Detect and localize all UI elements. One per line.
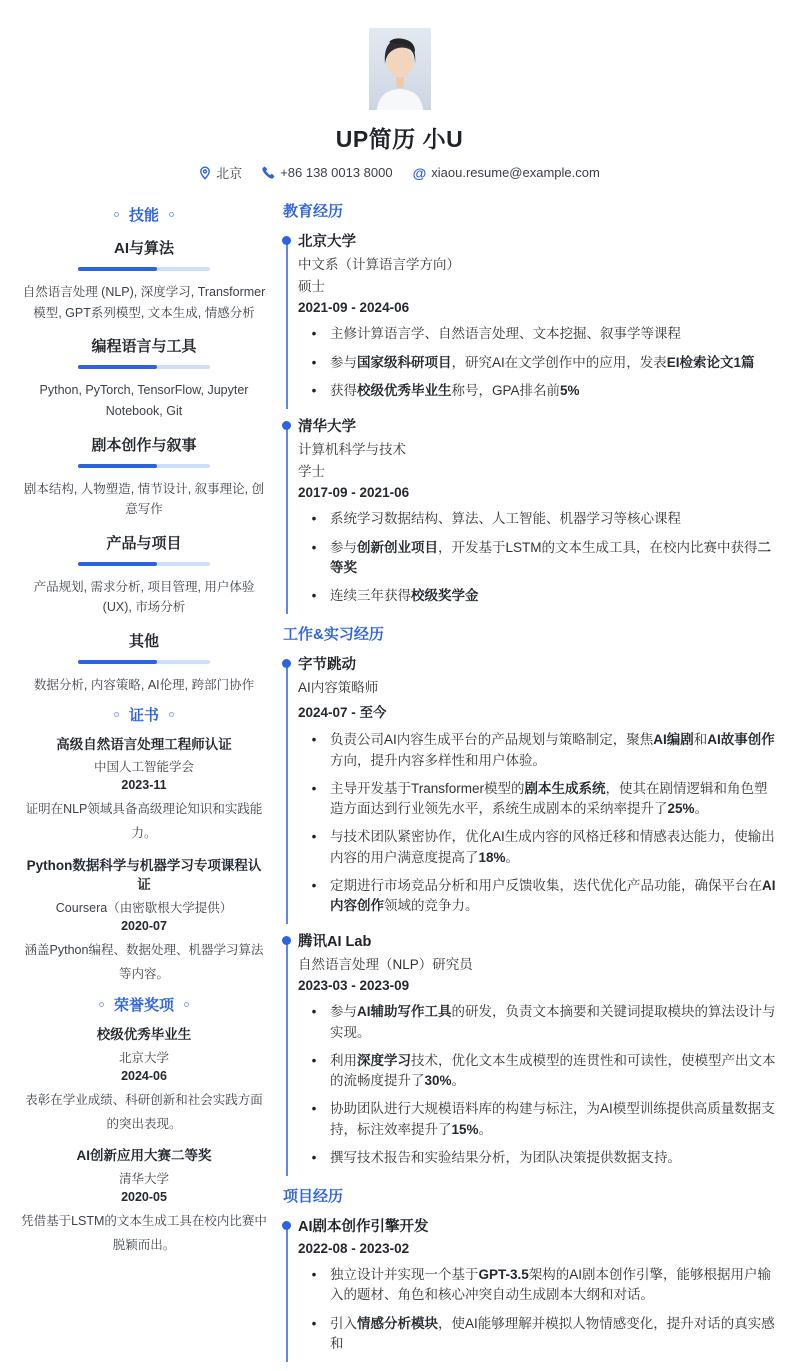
section-education	[283, 200, 779, 606]
skill-level-bar	[78, 464, 210, 468]
entry-subtitle: 硕士	[298, 279, 325, 295]
bullet-dot-icon: •	[311, 511, 317, 527]
skill-level-fill	[78, 267, 157, 271]
bullet-dot-icon: •	[311, 539, 317, 555]
bullet-text: 负责公司AI内容生成平台的产品规划与策略制定，聚焦AI编剧和AI故事创作方向，提升内容多样性和用户体验。	[330, 732, 775, 768]
ring-icon	[99, 1002, 104, 1007]
bullet-text: 系统学习数据结构、算法、人工智能、机器学习等核心课程	[330, 511, 681, 527]
entry-date: 2017-09 - 2021-06	[298, 485, 410, 501]
content-columns	[0, 182, 799, 1371]
entry-bullets	[298, 730, 779, 916]
credential-org: 中国人工智能学会	[93, 760, 194, 775]
bullet-text: 引入情感分析模块，使AI能够理解并模拟人物情感变化，提升对话的真实感和	[330, 1315, 775, 1351]
bullet-item	[298, 1265, 779, 1306]
skill-group-name: 剧本创作与叙事	[91, 436, 197, 454]
bullet-dot-icon: •	[311, 877, 317, 893]
resume-header	[0, 0, 799, 182]
skill-group-name: 编程语言与工具	[91, 338, 197, 356]
timeline-entry	[283, 656, 779, 916]
bullet-text: 利用深度学习技术，优化文本生成模型的连贯性和可读性，使模型产出文本的流畅度提升了30%。	[330, 1052, 776, 1089]
bullet-dot-icon: •	[311, 1101, 317, 1117]
entry-subtitle: 中文系（计算语言学方向）	[298, 256, 460, 272]
entry-title: AI剧本创作引擎开发	[298, 1219, 429, 1236]
skill-group	[20, 434, 268, 520]
bullet-text: 获得校级优秀毕业生称号，GPA排名前5%	[330, 382, 580, 398]
credential-org: Coursera（由密歇根大学提供）	[55, 900, 233, 915]
credential-name: 校级优秀毕业生	[96, 1027, 192, 1043]
bullet-text: 参与AI辅助写作工具的研发，负责文本摘要和关键词提取模块的算法设计与实现。	[330, 1004, 776, 1040]
bullet-dot-icon: •	[311, 1149, 317, 1165]
credential-item	[20, 735, 268, 846]
section-work	[283, 623, 779, 1168]
contact-phone	[262, 165, 392, 180]
skill-group-name: 其他	[128, 633, 159, 650]
timeline-line	[286, 667, 288, 924]
ring-icon	[169, 712, 174, 717]
contact-email-text[interactable]: xiaou.resume@example.com	[431, 165, 600, 180]
entry-subtitle: AI内容策略师	[298, 680, 379, 696]
bullet-item	[298, 538, 779, 579]
contact-location-text: 北京	[216, 166, 243, 181]
timeline-dot-icon	[282, 421, 291, 430]
contact-phone-text: +86 138 0013 8000	[280, 165, 393, 180]
location-pin-icon	[199, 166, 211, 180]
credential-item	[20, 856, 268, 987]
certificate-list	[20, 735, 268, 987]
entry-title: 腾讯AI Lab	[298, 934, 372, 951]
sidebar	[20, 196, 268, 1371]
bullet-text: 独立设计并实现一个基于GPT-3.5架构的AI剧本创作引擎，能够根据用户输入的题材、角色和核心冲突自动生成剧本大纲和对话。	[330, 1267, 772, 1303]
contact-row	[0, 163, 799, 182]
bullet-text: 定期进行市场竞品分析和用户反馈收集，迭代优化产品功能，确保平台在AI内容创作领域的竞争力。	[330, 877, 776, 914]
entry-title: 字节跳动	[298, 657, 356, 674]
main-column	[283, 196, 779, 1371]
entry-lines	[298, 256, 779, 296]
entry-date: 2022-08 - 2023-02	[298, 1241, 410, 1257]
bullet-dot-icon: •	[311, 326, 317, 342]
credential-desc: 证明在NLP领域具备高级理论知识和实践能力。	[25, 802, 263, 840]
skill-items-text: 产品规划, 需求分析, 项目管理, 用户体验 (UX), 市场分析	[33, 579, 255, 615]
skill-group	[20, 237, 268, 323]
skill-groups	[20, 237, 268, 696]
bullet-dot-icon: •	[311, 1004, 317, 1020]
skill-items-text: 自然语言处理 (NLP), 深度学习, Transformer模型, GPT系列模型, 文本生成, 情感分析	[22, 285, 266, 320]
timeline-dot-icon	[282, 659, 291, 668]
skill-group-name: 产品与项目	[106, 534, 182, 552]
bullet-dot-icon: •	[311, 588, 317, 604]
entry-bullets	[298, 1265, 779, 1354]
profile-photo-illustration	[369, 28, 431, 110]
section-entries	[283, 233, 779, 606]
bullet-item	[298, 1051, 779, 1092]
honors-section-header	[20, 994, 268, 1015]
bullet-dot-icon: •	[311, 780, 317, 796]
skill-items-text: Python, PyTorch, TensorFlow, Jupyter Notebook, Git	[39, 383, 249, 418]
bullet-item	[298, 509, 779, 529]
credential-org: 北京大学	[118, 1050, 169, 1065]
entry-date: 2024-07 - 至今	[298, 705, 387, 721]
profile-photo	[369, 28, 431, 110]
section-entries	[283, 1218, 779, 1354]
entry-title: 北京大学	[298, 234, 356, 250]
bullet-text: 与技术团队紧密协作，优化AI生成内容的风格迁移和情感表达能力，使输出内容的用户满意度提高了18%。	[330, 829, 775, 865]
timeline-dot-icon	[282, 936, 291, 945]
entry-lines	[298, 956, 779, 974]
skill-group-name: AI与算法	[113, 240, 174, 257]
main-section-title: 项目经历	[283, 1188, 344, 1206]
bullet-dot-icon: •	[311, 1267, 317, 1283]
entry-bullets	[298, 509, 779, 606]
skills-section-header	[20, 204, 268, 225]
skill-level-bar	[78, 562, 210, 566]
entry-lines	[298, 679, 779, 697]
ring-icon	[114, 212, 119, 217]
skill-level-bar	[78, 267, 210, 271]
contact-location	[199, 163, 242, 182]
bullet-dot-icon: •	[311, 382, 317, 398]
timeline-line	[286, 429, 288, 614]
timeline-dot-icon	[282, 236, 291, 245]
skill-level-fill	[78, 365, 157, 369]
bullet-text: 参与国家级科研项目，研究AI在文学创作中的应用，发表EI检索论文1篇	[330, 354, 755, 370]
credential-date: 2023-11	[121, 778, 167, 793]
skill-level-fill	[78, 660, 157, 664]
credential-item	[20, 1146, 268, 1257]
entry-subtitle: 自然语言处理（NLP）研究员	[298, 957, 473, 973]
section-projects	[283, 1185, 779, 1354]
ring-icon	[169, 212, 174, 217]
skill-level-bar	[78, 660, 210, 664]
bullet-item	[298, 1002, 779, 1043]
bullet-dot-icon: •	[311, 354, 317, 370]
timeline-line	[286, 1229, 288, 1362]
skill-group	[20, 630, 268, 696]
timeline-line	[286, 244, 288, 409]
bullet-text: 协助团队进行大规模语料库的构建与标注，为AI模型训练提供高质量数据支持，标注效率提升了15%。	[330, 1101, 775, 1137]
skill-group	[20, 335, 268, 421]
bullet-text: 撰写技术报告和实验结果分析，为团队决策提供数据支持。	[330, 1149, 681, 1165]
bullet-item	[298, 586, 779, 606]
bullet-item	[298, 381, 779, 401]
credential-desc: 凭借基于LSTM的文本生成工具在校内比赛中脱颖而出。	[21, 1213, 267, 1252]
timeline-entry	[283, 233, 779, 401]
bullet-text: 主导开发基于Transformer模型的剧本生成系统，使其在剧情逻辑和角色塑造方面达到行业领先水平，系统生成剧本的采纳率提升了25%。	[330, 780, 768, 817]
credential-date: 2020-07	[121, 918, 167, 933]
timeline-entry	[283, 418, 779, 606]
bullet-dot-icon: •	[311, 1052, 317, 1068]
credential-org: 清华大学	[118, 1171, 169, 1186]
credential-name: AI创新应用大赛二等奖	[76, 1148, 212, 1164]
email-at-icon: @	[412, 164, 427, 181]
bullet-dot-icon: •	[311, 732, 317, 748]
entry-date: 2021-09 - 2024-06	[298, 300, 410, 316]
credential-desc: 涵盖Python编程、数据处理、机器学习算法等内容。	[24, 942, 264, 981]
bullet-dot-icon: •	[311, 829, 317, 845]
credential-date: 2020-05	[121, 1189, 167, 1204]
timeline-entry	[283, 1218, 779, 1354]
certificates-section-title: 证书	[128, 706, 159, 724]
entry-subtitle: 学士	[298, 464, 325, 480]
credential-name: Python数据科学与机器学习专项课程认证	[26, 857, 262, 893]
credential-date: 2024-06	[121, 1068, 167, 1083]
credential-desc: 表彰在学业成绩、科研创新和社会实践方面的突出表现。	[25, 1092, 263, 1131]
skill-level-fill	[78, 464, 157, 468]
entry-date: 2023-03 - 2023-09	[298, 978, 410, 994]
ring-icon	[184, 1002, 189, 1007]
bullet-item	[298, 730, 779, 771]
timeline-line	[286, 944, 288, 1176]
honor-list	[20, 1025, 268, 1257]
main-section-title: 工作&实习经历	[283, 626, 384, 644]
entry-bullets	[298, 1002, 779, 1168]
honors-section-title: 荣誉奖项	[113, 997, 174, 1015]
candidate-name: UP简历 小U	[335, 126, 464, 152]
entry-bullets	[298, 324, 779, 401]
bullet-item	[298, 353, 779, 373]
skill-level-fill	[78, 562, 157, 566]
ring-icon	[114, 712, 119, 717]
skill-items-text: 剧本结构, 人物塑造, 情节设计, 叙事理论, 创意写作	[23, 481, 265, 517]
entry-subtitle: 计算机科学与技术	[298, 441, 406, 457]
timeline-dot-icon	[282, 1221, 291, 1230]
bullet-item	[298, 876, 779, 917]
timeline-entry	[283, 933, 779, 1168]
credential-name: 高级自然语言处理工程师认证	[56, 736, 232, 752]
credential-item	[20, 1025, 268, 1136]
bullet-item	[298, 1148, 779, 1168]
certificates-section-header	[20, 704, 268, 725]
bullet-text: 主修计算语言学、自然语言处理、文本挖掘、叙事学等课程	[330, 326, 681, 342]
bullet-text: 参与创新创业项目，开发基于LSTM的文本生成工具，在校内比赛中获得二等奖	[330, 539, 772, 575]
section-entries	[283, 656, 779, 1168]
bullet-item	[298, 1314, 779, 1355]
phone-icon	[262, 166, 275, 179]
bullet-item	[298, 779, 779, 820]
bullet-item	[298, 324, 779, 344]
bullet-text: 连续三年获得校级奖学金	[330, 588, 479, 604]
skills-section-title: 技能	[128, 207, 159, 224]
skill-items-text: 数据分析, 内容策略, AI伦理, 跨部门协作	[33, 678, 255, 692]
entry-lines	[298, 441, 779, 481]
bullet-dot-icon: •	[311, 1315, 317, 1331]
skill-level-bar	[78, 365, 210, 369]
contact-email	[413, 165, 600, 180]
entry-title: 清华大学	[298, 419, 356, 436]
bullet-item	[298, 1099, 779, 1140]
main-section-title: 教育经历	[283, 203, 344, 220]
skill-group	[20, 532, 268, 618]
bullet-item	[298, 827, 779, 868]
